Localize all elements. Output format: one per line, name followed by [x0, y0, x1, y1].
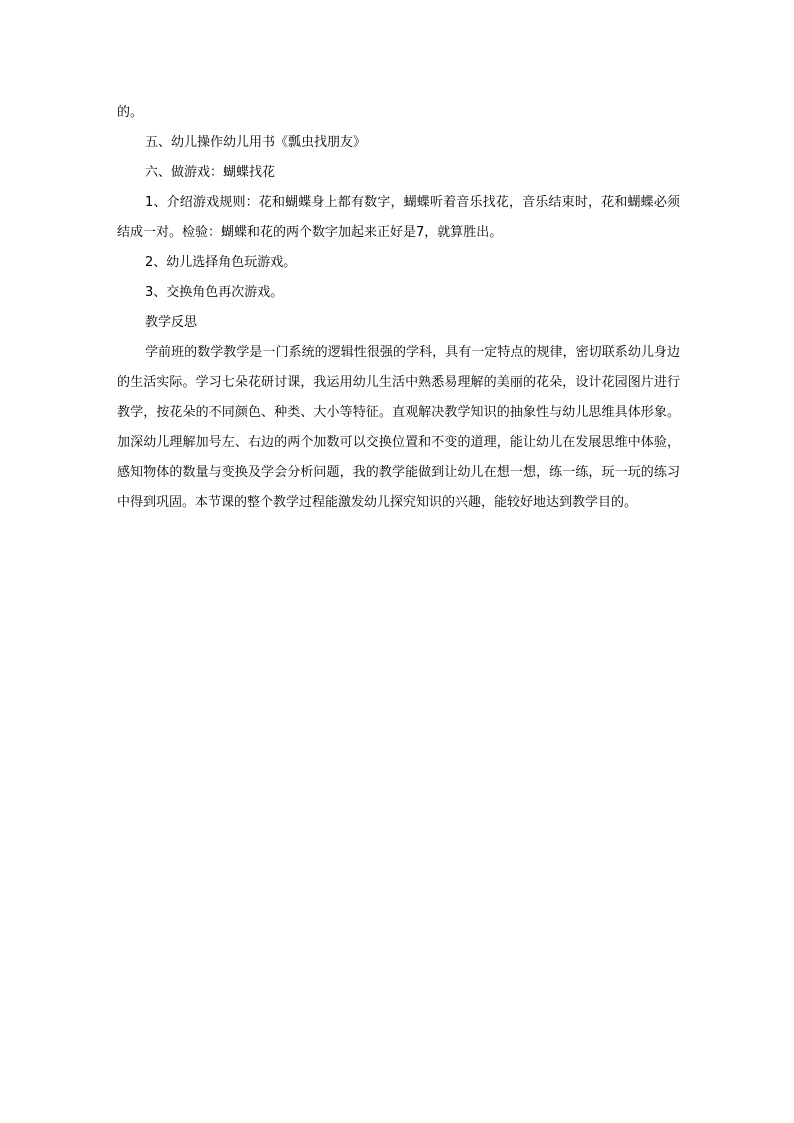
paragraph-step-five: 五、幼儿操作幼儿用书《瓢虫找朋友》: [145, 135, 367, 150]
paragraph-continuation: 的。: [117, 105, 144, 120]
paragraph-step-six: 六、做游戏：蝴蝶找花: [145, 165, 276, 180]
section-heading-reflection: 教学反思: [145, 315, 198, 330]
paragraph-game-rules: 1、介绍游戏规则：花和蝴蝶身上都有数字，蝴蝶听着音乐找花，音乐结束时，花和蝴蝶必须结成一对。检验：蝴蝶和花的两个数字加起来正好是7，就算胜出。: [117, 195, 680, 240]
document-body: [117, 98, 680, 518]
paragraph-reflection-body: 学前班的数学教学是一门系统的逻辑性很强的学科，具有一定特点的规律，密切联系幼儿身边的生活实际。学习七朵花研讨课，我运用幼儿生活中熟悉易理解的美丽的花朵，设计花园图片进行教学，按花朵的不同颜色、种类、大小等特征。直观解决教学知识的抽象性与幼儿思维具体形象。加深幼儿理解加号左、右边的两个加数可以交换位置和不变的道理，能让幼儿在发展思维中体验，感知物体的数量与变换及学会分析问题，我的教学能做到让幼儿在想一想，练一练，玩一玩的练习中得到巩固。本节课的整个教学过程能激发幼儿探究知识的兴趣，能较好地达到教学目的。: [117, 345, 680, 510]
paragraph-choose-role: 2、幼儿选择角色玩游戏。: [145, 255, 297, 270]
paragraph-swap-role: 3、交换角色再次游戏。: [145, 285, 284, 300]
